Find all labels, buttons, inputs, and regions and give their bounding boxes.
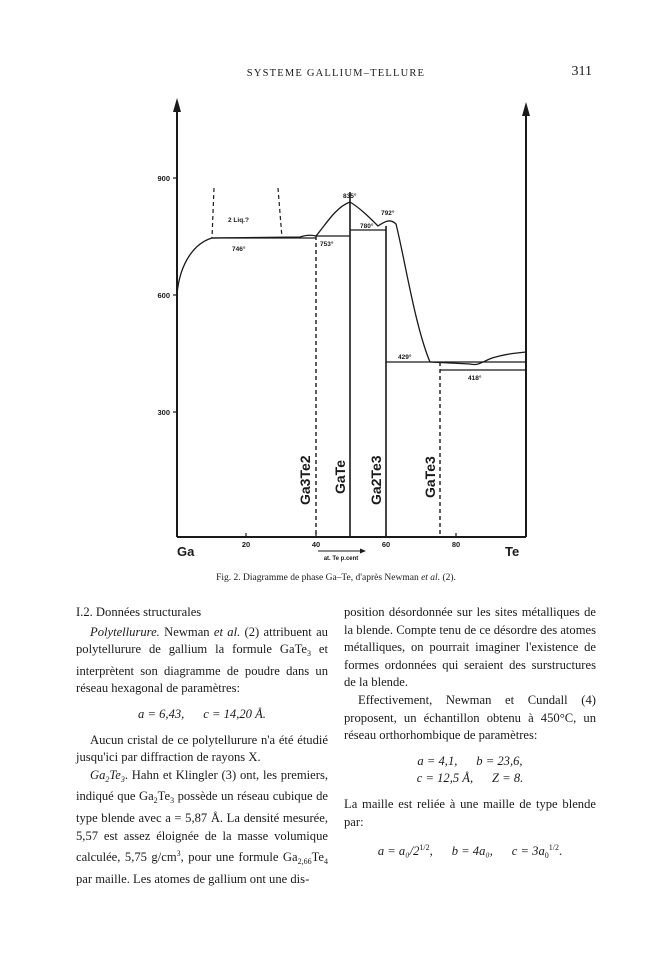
temp-835: 835° [343,193,357,200]
equation-ortho-ab [344,753,596,771]
temp-429: 429° [398,354,412,361]
running-header: SYSTEME GALLIUM–TELLURE [246,68,426,79]
superscript: 3 [176,849,181,859]
superscript: 1/2 [548,843,560,853]
label-gate: GaTe [332,460,348,494]
text-span: Te [109,767,121,782]
liquidus-ga-side [177,235,316,294]
ga2te3-lead [90,768,125,782]
x-tick-20: 20 [241,540,251,549]
page-number: 311 [571,64,592,79]
right-column [344,604,596,865]
paragraph-polytellurure [76,624,328,698]
two-liquid-right [278,188,282,238]
label-ga2te3: Ga2Te3 [368,455,384,505]
figure-caption [0,573,672,583]
subscript: 4 [324,857,328,867]
label-gate3: GaTe3 [422,456,438,498]
y-tick-600: 600 [157,291,170,300]
equation-c: c = 3a [511,844,545,859]
label-ga3te2: Ga3Te2 [297,455,313,505]
subscript: 0 [544,851,549,861]
equation-c: c = 12,5 Å, [416,771,474,786]
temp-746: 746° [232,246,246,253]
equation-b: b = 4a₀, [451,844,493,859]
caption-ref: (2). [442,573,456,583]
text-span: Te [157,789,171,804]
equation-blende: $a = a_0/2^{1/2}$, b = 4a₀, $c = 3a_0^{1/2}$. [377,843,563,861]
paragraph-newman-cundall: Effectivement, Newman et Cundall (4) proposent, un échantillon obtenu à 450°C, un réseau orthorhombique de paramètres: [344,692,596,743]
polytellurure-lead: Polytellurure. [90,624,160,639]
text-span: et al. [213,624,241,639]
equation-ortho-cz [344,770,596,788]
subscript: 2 [105,774,110,784]
text-span: Te [311,850,324,865]
superscript: 1/2 [419,843,430,853]
y-tick-900: 900 [157,174,170,183]
temp-753: 753° [320,241,334,248]
text-span: par maille. Les atomes de gallium ont une dis- [76,871,310,886]
text-span: . Hahn et Klingler (3) ont, les premiers, indiqué que Ga [76,767,328,804]
temp-418: 418° [468,375,482,382]
left-column [76,604,328,888]
equation-a: a = 6,43, [138,706,185,721]
subscript: 3 [170,796,175,806]
equation-a: a = 4,1, [417,753,458,768]
right-axis-arrow [522,102,530,116]
equation-c: c = 14,20 Å. [203,706,266,721]
caption-prefix: Fig. 2. [216,573,241,583]
x-axis-title: at. Te p.cent [323,556,359,562]
x-tick-60: 60 [381,540,391,549]
x-tick-40: 40 [311,540,321,549]
equation-z: Z = 8. [492,771,524,786]
temp-792: 792° [381,210,395,217]
paragraph-disorder: position désordonnée sur les sites métalliques de la blende. Compte tenu de ce désordre des atomes métalliques, on pourrait imaginer l'existence de formes ordonnées qui seraient des surstructures de la blende. [344,605,596,690]
x-label-te: Te [505,544,520,559]
equation-b: b = 23,6, [476,753,523,768]
x-tick-80: 80 [451,540,461,549]
left-axis-arrow [173,98,181,112]
caption-text: Diagramme de phase Ga–Te, d'après Newman [243,573,419,583]
text-span: . [559,844,563,859]
subscript: 2,66 [297,857,312,867]
subscript: 3 [120,774,125,784]
text-span: et interprètent son diagramme de poudre dans un réseau hexagonal de paramètres: [76,642,328,696]
paragraph-ga2te3 [76,767,328,889]
text-span: possède un réseau cubique de type blende avec a = 5,87 Å. La densité mesurée, 5,57 est assez éloignée de la masse volumique calculée, 5,75 g/cm [76,789,328,865]
x-label-ga: Ga [177,544,195,559]
caption-etal: et al. [421,573,441,583]
section-heading: I.2. Données structurales [76,605,202,619]
subscript: 3 [306,649,311,659]
text-span: Newman [164,624,210,639]
subscript: 2 [153,796,158,806]
text-span: (2) attribuent au polytellurure de gallium la formule GaTe [76,624,328,657]
paragraph-maille: La maille est reliée à une maille de type blende par: [344,796,596,829]
text-span: Ga [90,767,106,782]
text-span: , pour une formule Ga [180,850,298,865]
paragraph-no-crystal: Aucun cristal de ce polytellurure n'a été étudié jusqu'ici par diffraction de rayons X. [76,732,328,765]
equation-a: a = a₀/2 [377,844,420,859]
temp-780: 780° [360,223,374,230]
equation-hexagonal [76,706,328,724]
liquidus-te-side [430,352,526,365]
region-label-2liq: 2 Liq.? [228,217,249,224]
two-liquid-left [212,188,214,238]
y-tick-300: 300 [157,408,170,417]
